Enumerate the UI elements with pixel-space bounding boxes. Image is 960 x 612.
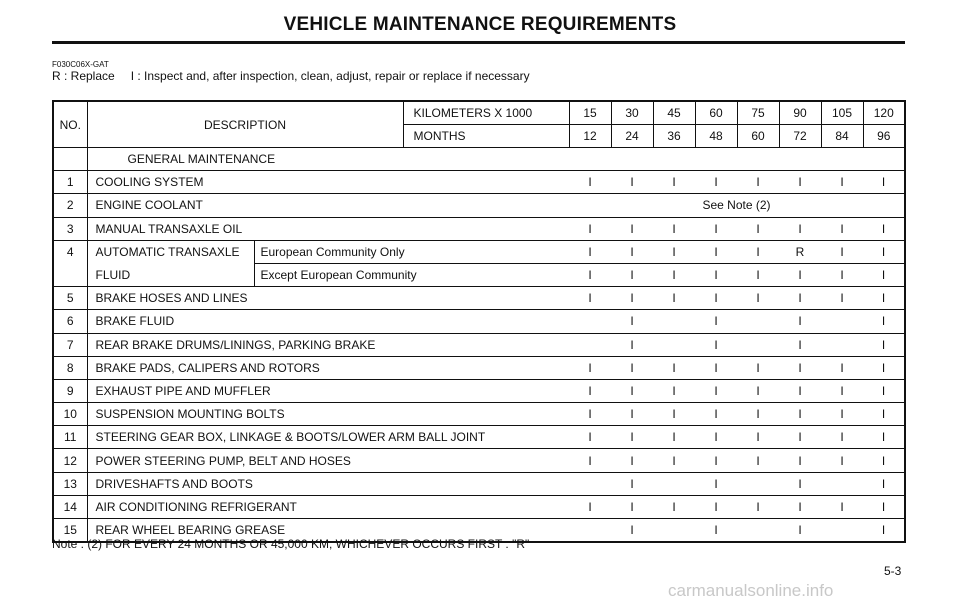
page-number: 5-3	[884, 564, 902, 578]
row-number: 13	[53, 472, 87, 495]
interval-cell: I	[737, 379, 779, 402]
interval-cell: I	[653, 240, 695, 263]
header-month: 72	[779, 125, 821, 148]
header-months-label: MONTHS	[403, 125, 569, 148]
interval-cell: I	[863, 472, 905, 495]
interval-cell: I	[611, 356, 653, 379]
interval-cell: I	[737, 240, 779, 263]
row-number: 9	[53, 379, 87, 402]
watermark: carmanualsonline.info	[668, 581, 834, 600]
header-month: 24	[611, 125, 653, 148]
legend	[52, 69, 530, 83]
interval-cell: I	[863, 449, 905, 472]
row-description: AUTOMATIC TRANSAXLE	[95, 245, 240, 260]
interval-cell: I	[737, 356, 779, 379]
row-description: BRAKE PADS, CALIPERS AND ROTORS	[87, 356, 569, 379]
interval-cell: I	[737, 426, 779, 449]
general-maintenance-label: GENERAL MAINTENANCE	[87, 148, 569, 171]
row-description: FLUID	[87, 263, 254, 286]
interval-cell: I	[779, 333, 821, 356]
row-description: DRIVESHAFTS AND BOOTS	[87, 472, 569, 495]
table-body	[53, 101, 905, 542]
interval-cell: I	[653, 495, 695, 518]
row-subdescription: Except European Community	[254, 263, 569, 286]
row-number	[53, 263, 87, 286]
header-month: 60	[737, 125, 779, 148]
interval-cell: I	[569, 403, 611, 426]
header-km-label: KILOMETERS X 1000	[403, 101, 569, 125]
interval-cell: I	[695, 240, 737, 263]
interval-cell: I	[630, 523, 634, 538]
interval-cell: I	[695, 426, 737, 449]
interval-cell	[737, 519, 779, 543]
interval-cell	[569, 472, 611, 495]
interval-cell	[737, 310, 779, 333]
row-description: POWER STEERING PUMP, BELT AND HOSES	[87, 449, 569, 472]
row-description: REAR BRAKE DRUMS/LININGS, PARKING BRAKE	[87, 333, 569, 356]
row-number: 2	[53, 194, 87, 217]
interval-cell: I	[611, 379, 653, 402]
interval-cell: I	[779, 449, 821, 472]
row-number: 7	[53, 333, 87, 356]
row-number: 3	[53, 217, 87, 240]
interval-cell: I	[821, 217, 863, 240]
interval-cell: I	[695, 287, 737, 310]
interval-cell: I	[821, 287, 863, 310]
table-row	[53, 287, 905, 310]
interval-cell: I	[611, 310, 653, 333]
interval-cell	[821, 519, 863, 543]
row-description: SUSPENSION MOUNTING BOLTS	[87, 403, 569, 426]
interval-cell	[821, 333, 863, 356]
table-row	[53, 449, 905, 472]
header-month: 96	[863, 125, 905, 148]
interval-cell: I	[779, 472, 821, 495]
interval-cell: I	[821, 379, 863, 402]
header-month: 48	[695, 125, 737, 148]
interval-cell: I	[779, 356, 821, 379]
interval-cell: I	[653, 263, 695, 286]
row-number: 1	[53, 171, 87, 194]
interval-cell: I	[863, 426, 905, 449]
table-row	[53, 356, 905, 379]
interval-cell	[653, 472, 695, 495]
row-number: 10	[53, 403, 87, 426]
row-description: AIR CONDITIONING REFRIGERANT	[87, 495, 569, 518]
row-description: MANUAL TRANSAXLE OIL	[87, 217, 569, 240]
interval-cell: I	[779, 426, 821, 449]
interval-cell: I	[821, 426, 863, 449]
interval-cell	[821, 310, 863, 333]
interval-cell: I	[653, 403, 695, 426]
interval-cell: I	[569, 217, 611, 240]
interval-cell: I	[737, 287, 779, 310]
page-title: VEHICLE MAINTENANCE REQUIREMENTS	[283, 14, 677, 35]
header-km: 90	[779, 101, 821, 125]
interval-cell: I	[779, 287, 821, 310]
header-km: 75	[737, 101, 779, 125]
row-description: STEERING GEAR BOX, LINKAGE & BOOTS/LOWER ARM BALL JOINT	[87, 426, 569, 449]
interval-cell: I	[569, 171, 611, 194]
row-number: 12	[53, 449, 87, 472]
table-row	[53, 403, 905, 426]
row-number: 4	[53, 240, 87, 263]
interval-cell: I	[569, 287, 611, 310]
table-row	[53, 217, 905, 240]
interval-cell: I	[737, 263, 779, 286]
interval-cell: I	[653, 171, 695, 194]
row-number	[53, 148, 87, 171]
table-row	[53, 495, 905, 518]
row-number: 5	[53, 287, 87, 310]
header-km: 60	[695, 101, 737, 125]
row-description: REAR WHEEL BEARING GREASE	[95, 523, 286, 538]
interval-cell: I	[737, 449, 779, 472]
interval-cell: I	[779, 263, 821, 286]
interval-cell: I	[695, 379, 737, 402]
interval-cell: I	[653, 426, 695, 449]
interval-cell: I	[821, 171, 863, 194]
interval-cell	[569, 310, 611, 333]
header-month: 12	[569, 125, 611, 148]
interval-cell: I	[611, 426, 653, 449]
row-description: ENGINE COOLANT	[87, 194, 569, 217]
interval-cell: I	[611, 240, 653, 263]
interval-cell	[653, 310, 695, 333]
interval-cell: R	[779, 240, 821, 263]
interval-cell: I	[569, 449, 611, 472]
interval-cell: I	[653, 449, 695, 472]
interval-cell: I	[714, 523, 718, 538]
interval-cell: I	[779, 379, 821, 402]
table-row	[53, 171, 905, 194]
interval-cell: I	[863, 356, 905, 379]
row-number: 15	[53, 519, 87, 543]
interval-cell: I	[653, 379, 695, 402]
interval-cell: I	[695, 472, 737, 495]
title-rule	[52, 41, 905, 44]
table-row	[53, 379, 905, 402]
interval-cell: I	[695, 449, 737, 472]
interval-cell: I	[863, 379, 905, 402]
interval-cell: I	[863, 287, 905, 310]
interval-cell: I	[863, 310, 905, 333]
interval-cell: I	[779, 403, 821, 426]
table-row	[53, 472, 905, 495]
row-number: 8	[53, 356, 87, 379]
interval-cell: I	[779, 495, 821, 518]
interval-cell: I	[569, 356, 611, 379]
interval-cell: I	[569, 263, 611, 286]
interval-cell	[569, 333, 611, 356]
see-note-cell: See Note (2)	[569, 194, 905, 217]
interval-cell	[569, 519, 611, 543]
interval-cell: I	[863, 403, 905, 426]
interval-cell: I	[611, 472, 653, 495]
table-row	[53, 426, 905, 449]
interval-cell: I	[779, 310, 821, 333]
interval-cell: I	[737, 171, 779, 194]
interval-cell: I	[881, 523, 886, 538]
footnote: Note : (2) FOR EVERY 24 MONTHS OR 45,000 KM, WHICHEVER OCCURS FIRST : "R"	[52, 537, 530, 551]
table-row	[53, 263, 905, 286]
row-description: BRAKE FLUID	[87, 310, 569, 333]
interval-cell: I	[653, 217, 695, 240]
interval-cell: I	[611, 217, 653, 240]
interval-cell: I	[737, 495, 779, 518]
interval-cell: I	[611, 333, 653, 356]
header-no: NO.	[53, 101, 87, 148]
interval-cell: I	[695, 263, 737, 286]
row-description: COOLING SYSTEM	[87, 171, 569, 194]
interval-cell: I	[695, 171, 737, 194]
header-km: 45	[653, 101, 695, 125]
interval-cell: I	[821, 240, 863, 263]
interval-cell: I	[798, 523, 802, 538]
interval-cell: I	[863, 217, 905, 240]
header-km: 105	[821, 101, 863, 125]
interval-cell: I	[569, 240, 611, 263]
interval-cell: I	[695, 403, 737, 426]
legend-replace: R : Replace	[52, 69, 115, 83]
table-row	[53, 333, 905, 356]
row-description: EXHAUST PIPE AND MUFFLER	[87, 379, 569, 402]
interval-cell: I	[779, 217, 821, 240]
interval-cell	[821, 472, 863, 495]
header-month: 36	[653, 125, 695, 148]
section-code: F030C06X-GAT	[52, 60, 109, 69]
interval-cell: I	[863, 171, 905, 194]
interval-cell: I	[821, 495, 863, 518]
interval-cell: I	[611, 171, 653, 194]
interval-cell: I	[569, 379, 611, 402]
row-number: 11	[53, 426, 87, 449]
interval-cell: I	[737, 403, 779, 426]
row-subdescription: European Community Only	[254, 240, 569, 263]
header-description: DESCRIPTION	[87, 101, 403, 148]
row-description: BRAKE HOSES AND LINES	[87, 287, 569, 310]
interval-cell: I	[863, 495, 905, 518]
header-row-km	[53, 101, 905, 125]
interval-cell: I	[653, 356, 695, 379]
interval-cell	[653, 333, 695, 356]
interval-cell: I	[863, 333, 905, 356]
header-month: 84	[821, 125, 863, 148]
interval-cell: I	[821, 403, 863, 426]
interval-cell: I	[611, 287, 653, 310]
interval-cell	[737, 333, 779, 356]
header-km: 30	[611, 101, 653, 125]
interval-cell: I	[569, 495, 611, 518]
interval-cell: I	[653, 287, 695, 310]
interval-cell	[653, 519, 695, 543]
interval-cell: I	[821, 449, 863, 472]
interval-cell: I	[695, 310, 737, 333]
interval-cell: I	[695, 217, 737, 240]
interval-cell: I	[821, 263, 863, 286]
maintenance-table	[52, 100, 906, 543]
interval-cell	[737, 472, 779, 495]
interval-cell: I	[569, 426, 611, 449]
interval-cell: I	[779, 171, 821, 194]
header-km: 15	[569, 101, 611, 125]
table-row	[53, 240, 905, 263]
row-number: 14	[53, 495, 87, 518]
table-row	[53, 310, 905, 333]
interval-cell: I	[821, 356, 863, 379]
interval-cell: I	[695, 333, 737, 356]
interval-cell: I	[695, 495, 737, 518]
row-number: 6	[53, 310, 87, 333]
table-row	[53, 194, 905, 217]
interval-cell: I	[695, 356, 737, 379]
general-row	[53, 148, 905, 171]
interval-cell: I	[863, 240, 905, 263]
interval-cell: I	[611, 495, 653, 518]
header-km: 120	[863, 101, 905, 125]
interval-cell: I	[611, 449, 653, 472]
legend-inspect: I : Inspect and, after inspection, clean, adjust, repair or replace if necessary	[130, 69, 530, 83]
interval-cell: I	[611, 263, 653, 286]
interval-cell: I	[611, 403, 653, 426]
interval-cell: I	[737, 217, 779, 240]
interval-cell: I	[863, 263, 905, 286]
